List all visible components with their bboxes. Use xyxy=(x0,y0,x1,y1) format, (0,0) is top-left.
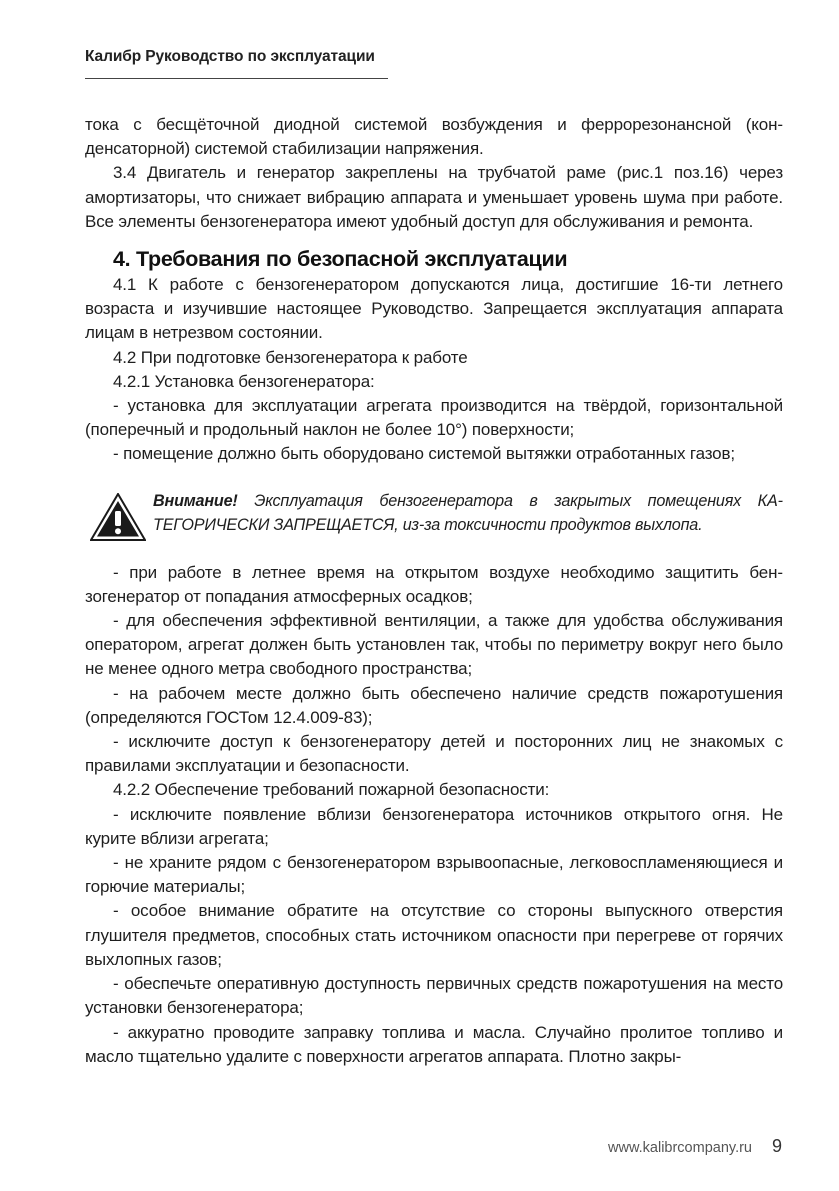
section-title: 4. Требования по безопасной эксплуатации xyxy=(113,247,568,272)
list-item-fire-muffler: - особое внимание обратите на отсутствие со стороны выпускного отверстия глушителя предметов, способных стать источником опасности при перегреве от горячих выхлопных газов; xyxy=(85,901,783,969)
warning-text: Эксплуатация бензогенератора в закрытых помещениях КАТЕГОРИЧЕСКИ ЗАПРЕЩАЕТСЯ, из-за токсичности продуктов выхлопа. xyxy=(153,491,783,534)
header-rule xyxy=(85,78,388,79)
footer-url: www.kalibrcompany.ru xyxy=(608,1140,752,1156)
warning-triangle-icon xyxy=(90,493,146,541)
page-body xyxy=(85,113,783,1069)
running-header-title: Калибр Руководство по эксплуатации xyxy=(85,48,375,65)
paragraph-4-2: 4.2 При подготовке бензогенератора к работе xyxy=(113,347,468,367)
list-item-install-access: - исключите доступ к бензогенератору детей и посторонних лиц не знакомых с правилами эксплуатации и безопасности. xyxy=(85,732,783,776)
warning-box xyxy=(85,489,783,539)
list-item-fire-refuel: - аккуратно проводите заправку топлива и масла. Случайно пролитое топливо и масло тщательно удалите с поверхности агрегатов аппарата. Плотно закры- xyxy=(85,1022,783,1066)
list-item-install-exhaust: - помещение должно быть оборудовано системой вытяжки отработанных газов; xyxy=(113,444,735,464)
page-number: 9 xyxy=(771,1136,782,1156)
paragraph-4-2-1: 4.2.1 Установка бензогенератора: xyxy=(113,371,375,391)
intro-paragraph: тока с бесщёточной диодной системой возбуждения и феррорезонансной (конденсаторной) системой стабилизации напряжения. xyxy=(85,115,783,159)
paragraph-4-1: 4.1 К работе с бензогенератором допускаются лица, достигшие 16-ти летнего возраста и изучившие настоящее Руководство. Запрещается эксплуатация аппарата лицам в нетрезвом состоянии. xyxy=(85,275,783,343)
list-item-install-extinguishing: - на рабочем месте должно быть обеспечено наличие средств пожаротушения (определяются ГОСТом 12.4.009-83); xyxy=(85,683,783,727)
list-item-install-ventilation: - для обеспечения эффективной вентиляции, а также для удобства обслуживания оператором, агрегат должен быть установлен так, чтобы по периметру вокруг него было не менее одного метра свободного пространства; xyxy=(85,611,783,679)
list-item-fire-extinguishers: - обеспечьте оперативную доступность первичных средств пожаротушения на место установки бензогенератора; xyxy=(85,974,783,1018)
paragraph-4-2-2: 4.2.2 Обеспечение требований пожарной безопасности: xyxy=(113,780,550,800)
list-item-install-surface: - установка для эксплуатации агрегата производится на твёрдой, горизонтальной (поперечный и продольный наклон не более 10°) поверхности; xyxy=(85,396,783,440)
list-item-fire-storage: - не храните рядом с бензогенератором взрывоопасные, легковоспламеняющиеся и горючие материалы; xyxy=(85,853,783,897)
list-item-install-rain: - при работе в летнее время на открытом воздухе необходимо защитить бензогенератор от попадания атмосферных осадков; xyxy=(85,562,783,606)
warning-lead: Внимание! xyxy=(153,491,238,510)
paragraph-3-4: 3.4 Двигатель и генератор закреплены на трубчатой раме (рис.1 поз.16) через амортизаторы, что снижает вибрацию аппарата и уменьшает уровень шума при работе. Все элементы бензогенератора имеют удобный доступ для обслуживания и ремонта. xyxy=(85,163,783,231)
list-item-fire-open-flame: - исключите появление вблизи бензогенератора источников открытого огня. Не курите вблизи агрегата; xyxy=(85,804,783,848)
